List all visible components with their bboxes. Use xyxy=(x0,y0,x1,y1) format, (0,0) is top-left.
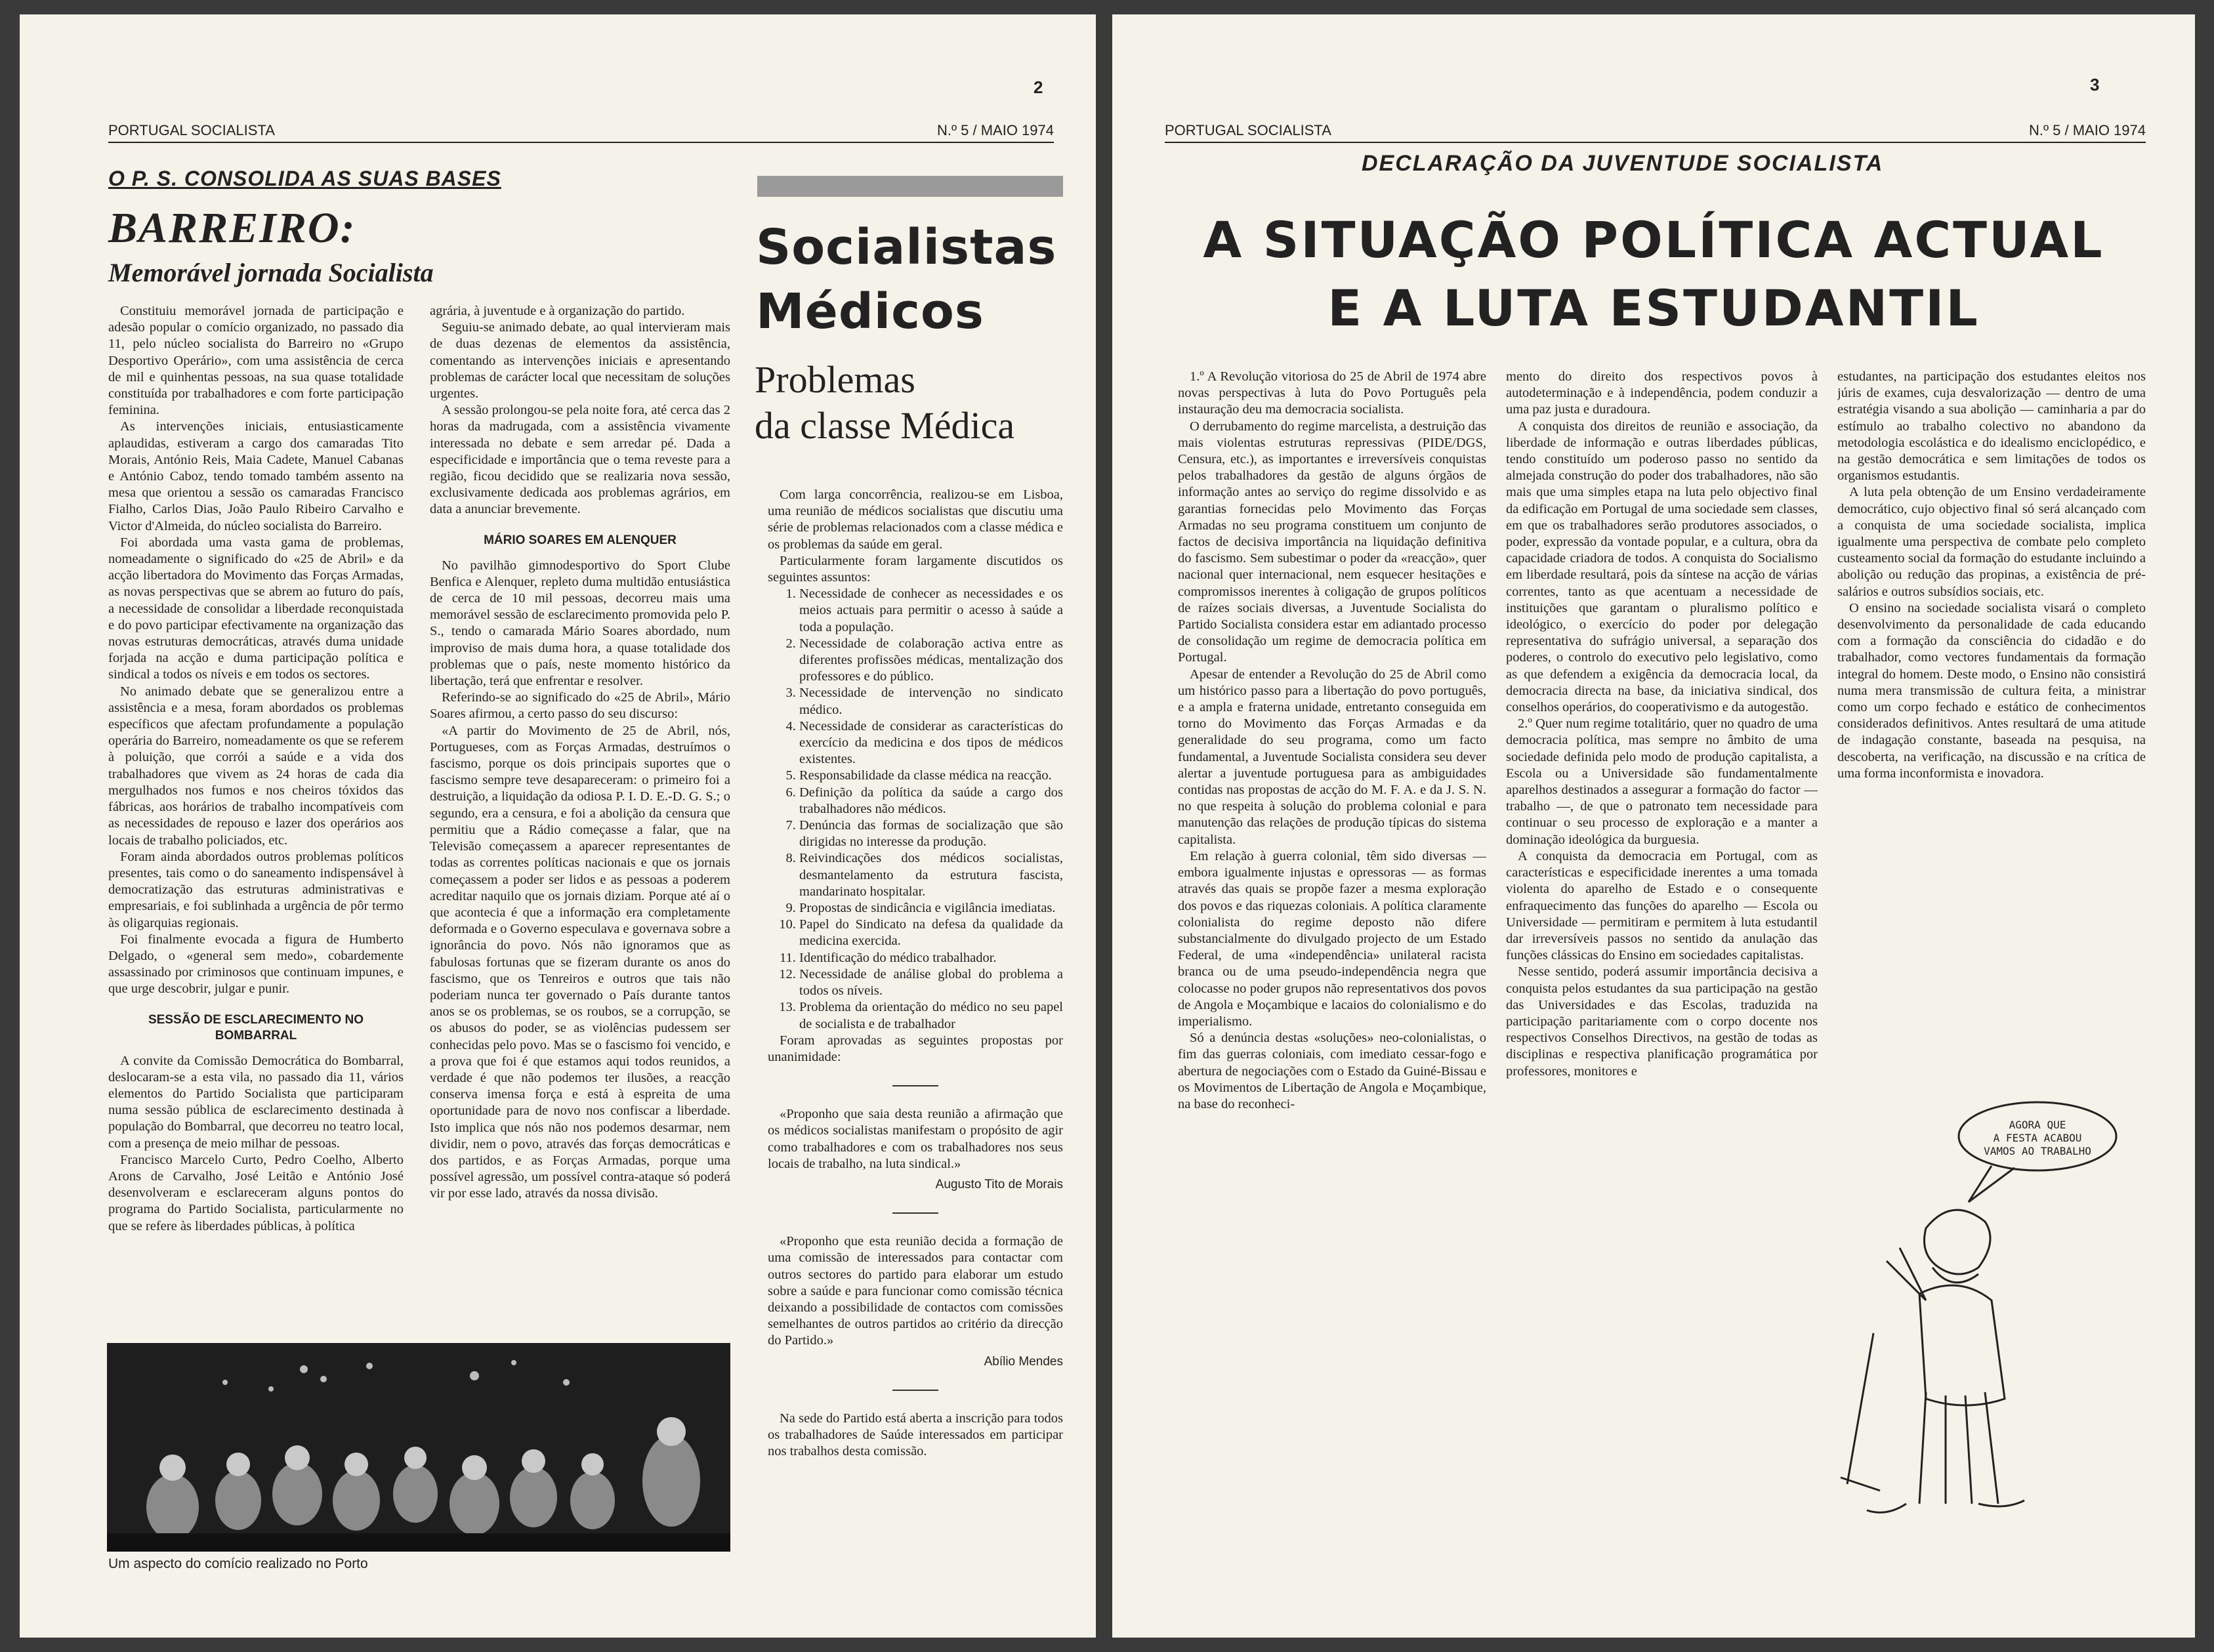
paragraph: Constituiu memorável jornada de participação e adesão popular o comício organizado, no passado dia 11, pelo núcleo socialista do Barreiro no «Grupo Desportivo Operário», com uma assistência de cerca de mil e quinhentas pessoas, na sua quase totalidade constituída por trabalhadores e com forte participação feminina. xyxy=(108,304,404,418)
page-header xyxy=(108,113,1054,143)
section-heading: MÁRIO SOARES EM ALENQUER xyxy=(484,533,677,547)
paragraph: A convite da Comissão Democrática do Bombarral, deslocaram-se a esta vila, no passado dia 11, vários elementos do Partido Socialista que participaram numa sessão pública de esclarecimento destinada à população do Bombarral, que decorreu no teatro local, com a presença de meio milhar de pessoas. xyxy=(108,1053,404,1151)
topics-list xyxy=(768,586,1063,1032)
list-item: 4. Necessidade de considerar as características do exercício da medicina e dos tipos de médicos existentes. xyxy=(799,718,1063,768)
main-title-line: A SITUAÇÃO POLÍTICA ACTUAL xyxy=(1203,211,2104,269)
paragraph: 1.º A Revolução vitoriosa do 25 de Abril de 1974 abre novas perspectivas à luta do Povo Português pela instauração deu ma democracia socialista. xyxy=(1178,369,1486,417)
paragraph: Só a denúncia destas «soluções» neo-colonialistas, o fim das guerras coloniais, com imediato cessar-fogo e abertura de negociações com o Estado da Guiné-Bissau e os Movimentos de Libertação de Angola e Moçambique, na base do reconheci- xyxy=(1178,1031,1486,1111)
list-item: 10. Papel do Sindicato na defesa da qualidade da medicina exercida. xyxy=(799,917,1063,949)
page-number: 3 xyxy=(2090,75,2100,94)
headline: BARREIRO: xyxy=(108,204,356,252)
list-item: 12. Necessidade de análise global do problema a todos os níveis. xyxy=(799,966,1063,999)
publication-name: PORTUGAL SOCIALISTA xyxy=(1165,122,1331,138)
declaration-column-1 xyxy=(1178,369,1486,1569)
list-item: 7. Denúncia das formas de socialização que são dirigidas no interesse da produção. xyxy=(799,817,1063,850)
student-cartoon xyxy=(1828,1097,2123,1543)
left-page xyxy=(20,14,1096,1638)
proposal-quote: «Proponho que saia desta reunião a afirmação que os médicos socialistas manifestam o propósito de agir como trabalhadores e com os trabalhadores nos seus locais de trabalho, na luta sindical.» xyxy=(768,1107,1063,1171)
paragraph: Foram ainda abordados outros problemas políticos presentes, tais como o do saneamento indispensável à democratização das estruturas administrativas e empresariais, e foi sublinhada a urgência de pôr termo às oligarquias regionais. xyxy=(108,849,404,930)
paragraph: No pavilhão gimnodesportivo do Sport Clube Benfica e Alenquer, repleto duma multidão entusiástica de cerca de 10 mil pessoas, decorreu mais uma memorável sessão de esclarecimento promovida pelo P. S., tendo o camarada Mário Soares abordado, num improviso de mais duma hora, a quase totalidade dos problemas que o país, neste momento histórico da libertação, terá que enfrentar e resolver. xyxy=(430,558,730,689)
list-item: 1. Necessidade de conhecer as necessidades e os meios actuais para permitir o acesso à saúde a toda a população. xyxy=(799,586,1063,636)
paragraph: O derrubamento do regime marcelista, a destruição das mais violentas estruturas repressivas (PIDE/DGS, Censura, etc.), as importantes e irreversíveis conquistas pelos trabalhadores da gestão de alguns órgãos de informação antes ao serviço do regime dissolvido e as garantias fornecidas pelo Movimento das Forças Armadas no seu programa constituem um conjunto de factos de decisiva importância na liquidação definitiva do fascismo. Sem subestimar o poder da «reacção», quer nacional quer internacional, nem esquecer hesitações e compromissos inerentes à coligação de grupos políticos de raízes sociais diversas, a Juventude Socialista do Partido Socialista considera estar em adiantado processo de consolidação um regime de democracia política em Portugal. xyxy=(1178,419,1486,665)
paragraph: Com larga concorrência, realizou-se em Lisboa, uma reunião de médicos socialistas que discutiu uma série de problemas relacionados com a classe médica e os problemas da saúde em geral. xyxy=(768,487,1063,552)
paragraph: Referindo-se ao significado do «25 de Abril», Mário Soares afirmou, a certo passo do seu discurso: xyxy=(430,690,730,722)
svg-text:A FESTA ACABOU: A FESTA ACABOU xyxy=(1993,1132,2082,1144)
paragraph: As intervenções iniciais, entusiasticamente aplaudidas, estiveram a cargo dos camaradas Tito Morais, António Reis, Maia Cadete, Manuel Cabanas e António Caboz, tendo tomado também assento na mesa que orientou a sessão os camaradas Francisco Fialho, Carlos Dias, João Paulo Ribeiro Carvalho e Victor d'Almeida, do núcleo socialista do Barreiro. xyxy=(108,419,404,533)
paragraph: No animado debate que se generalizou entre a assistência e a mesa, foram abordados os problemas específicos que afectam profundamente a população operária do Barreiro, nomeadamente os que se referem à poluição, que corrói a saúde e a vida dos trabalhadores que vivem as 24 horas de cada dia mergulhados nos fumos e nos cheiros tóxidos das fábricas, aos horários de trabalho incompatíveis com as necessidades de repouso e lazer dos operários aos locais de trabalho policiados, etc. xyxy=(108,684,404,848)
article-column-1 xyxy=(108,303,404,1336)
paragraph: «A partir do Movimento de 25 de Abril, nós, Portugueses, com as Forças Armadas, destruímos o fascismo, porque os dois principais suportes que o fascismo sempre teve desapareceram: o primeiro foi a destruição, a liquidação da odiosa P. I. D. E.-D. G. S.; o segundo, era a censura, e foi a abolição da censura que permitiu que a Rádio começasse a falar, que na Televisão começassem a aparecer representantes de todas as correntes políticas nacionais e que os jornais começassem a poder ser lidos e as pessoas a poderem acreditar naquilo que os jornais diziam. Porque até aí o que acontecia é que a informação era completamente deformada e o Governo especulava e governava sobre a ignorância do povo. Nós não ignoramos que as fabulosas fortunas que se fizeram durante os anos do fascismo, que os Tenreiros e outros que tais não poderiam nunca ter governado o País durante tantos anos se os problemas, se os roubos, se a corrupção, se os abusos do poder, se as violências pudessem ser conhecidas pelo povo. Mas se o fascismo foi vencido, e a prova que foi é que estamos aqui todos reunidos, a verdade é que não podemos ter ilusões, a reacção conserva imensa força e está à espreita de uma oportunidade para de novo nos confiscar a liberdade. Isto implica que nós não nos podemos desarmar, nem dividir, nem o povo, através das forças democráticas e dos partidos, e as Forças Armadas, porque uma possível agressão, um possível contra-ataque só poderá vir por esse lado, através da nossa divisão. xyxy=(430,723,730,1201)
paragraph: Seguiu-se animado debate, ao qual intervieram mais de duas dezenas de elementos da assistência, comentando as intervenções iniciais e apresentando problemas de carácter local que necessitam de soluções urgentes. xyxy=(430,320,730,402)
list-item: 2. Necessidade de colaboração activa entre as diferentes profissões médicas, mentalização dos professores e do público. xyxy=(799,636,1063,686)
list-item: 8. Reivindicações dos médicos socialistas, desmantelamento da estrutura fascista, mandarinato hospitalar. xyxy=(799,850,1063,900)
paragraph: Particularmente foram largamente discutidos os seguintes assuntos: xyxy=(768,553,1063,585)
list-item: 13. Problema da orientação do médico no seu papel de socialista e de trabalhador xyxy=(799,999,1063,1032)
article-title-line: Médicos xyxy=(756,283,984,340)
section-kicker: O P. S. CONSOLIDA AS SUAS BASES xyxy=(108,167,501,190)
article-title xyxy=(756,215,1056,344)
gray-banner-bar xyxy=(757,176,1063,197)
cartoon-drawing xyxy=(1828,1097,2123,1543)
paragraph: Foi abordada uma vasta gama de problemas, nomeadamente o significado do «25 de Abril» e da acção libertadora do Movimento das Forças Armadas, as novas perspectivas que se abrem ao futuro do país, a necessidade de consolidar a liberdade reconquistada e do povo participar efectivamente na organização das novas estruturas democráticas, através duma unidade forjada na acção e duma participação política e sindical a todos os níveis e em todos os sectores. xyxy=(108,535,404,682)
page-header xyxy=(1165,113,2146,143)
main-title-line: E A LUTA ESTUDANTIL xyxy=(1327,279,1980,337)
paragraph: mento do direito dos respectivos povos à autodeterminação e à independência, podem conduzir a uma paz justa e duradoura. xyxy=(1506,369,1818,417)
declaration-column-2 xyxy=(1506,369,1818,1569)
list-item: 11. Identificação do médico trabalhador. xyxy=(799,950,1063,966)
article-column-2 xyxy=(430,303,730,1336)
publication-name: PORTUGAL SOCIALISTA xyxy=(108,122,275,138)
svg-text:VAMOS AO TRABALHO: VAMOS AO TRABALHO xyxy=(1984,1145,2091,1157)
section-kicker: DECLARAÇÃO DA JUVENTUDE SOCIALISTA xyxy=(1362,151,1884,176)
photo-caption: Um aspecto do comício realizado no Porto xyxy=(108,1556,368,1571)
svg-text:AGORA QUE: AGORA QUE xyxy=(2009,1119,2066,1131)
paragraph: Na sede do Partido está aberta a inscrição para todos os trabalhadores de Saúde interessados em participar nos trabalhos desta comissão. xyxy=(768,1411,1063,1459)
proposal-quote: «Proponho que esta reunião decida a formação de uma comissão de interessados para contactar com outros sectores do partido para elaborar um estudo sobre a saúde e para funcionar como comissão técnica deixando a possibilidade de contactos com comissões semelhantes de outros partidos ao critério da direcção do Partido.» xyxy=(768,1234,1063,1348)
paragraph: A sessão prolongou-se pela noite fora, até cerca das 2 horas da madrugada, com a assistência vivamente interessada no debate e sem arredar pé. Dada a especificidade e importância que o tema reveste para a região, ficou decidido que se realizaria nova sessão, exclusivamente dedicada aos problemas agrários, em data a anunciar brevemente. xyxy=(430,403,730,517)
paragraph: Apesar de entender a Revolução do 25 de Abril como um histórico passo para a libertação do povo português, e a ampla e fraterna unidade, entretanto conseguida em torno do Movimento das Forças Armadas e da generalidade do seu programa, como um facto fundamental, a Juventude Socialista considera seu dever alertar a juventude portuguesa para as ambiguidades contidas nas propostas de acção do M. F. A. e da J. S. N. no que respeita à solução do problema colonial e para manutenção das relações de produção típicas do sistema capitalista. xyxy=(1178,667,1486,847)
subheadline: Memorável jornada Socialista xyxy=(108,258,434,287)
article-subtitle-line: da classe Médica xyxy=(755,404,1015,447)
paragraph: Foi finalmente evocada a figura de Humberto Delgado, o «general sem medo», cobardemente assassinado por criminosos que continuam impunes, e que urge descobrir, julgar e punir. xyxy=(108,932,404,997)
quote-author: Abílio Mendes xyxy=(984,1354,1063,1369)
paragraph: A conquista da democracia em Portugal, com as características e especificidade inerentes a uma tomada violenta do aparelho de Estado e o consequente enfraquecimento das funções do aparelho — Escola ou Universidade — permitiram e permitem à luta estudantil dar irreversíveis passos no sentido da anulação das funções clássicas do Ensino em sociedades capitalistas. xyxy=(1506,848,1818,963)
paragraph: Em relação à guerra colonial, têm sido diversas — embora igualmente injustas e opressoras — as formas através das quais se propõe fazer a mesma exploração dos povos e das riquezas coloniais. A política claramente colonialista do regime deposto não difere substancialmente do divulgado projecto de um Estado Federal, de uma «independência» unilateral racista branca ou de uma pseudo-independência negra que colocasse no poder grupos não representativos dos povos de Angola e Moçambique e lacaios do colonialismo e do imperialismo. xyxy=(1178,848,1486,1029)
list-item: 3. Necessidade de intervenção no sindicato médico. xyxy=(799,685,1063,718)
main-title xyxy=(1112,206,2195,342)
page-number: 2 xyxy=(1034,77,1043,97)
paragraph: A luta pela obtenção de um Ensino verdadeiramente democrático, cujo objectivo final só será alcançado com a conquista de uma sociedade socialista, implica igualmente uma perspectiva de combate pelo completo custeamento social da formação do estudante incluindo a abolição ou redução das propinas, a existência de pré-salários e outros subsídios sociais, etc. xyxy=(1837,485,2146,599)
section-heading: SESSÃO DE ESCLARECIMENTO NO BOMBARRAL xyxy=(148,1012,364,1043)
list-item: 9. Propostas de sindicância e vigilância imediatas. xyxy=(799,900,1063,917)
right-page xyxy=(1112,14,2195,1638)
paragraph: 2.º Quer num regime totalitário, quer no quadro de uma democracia política, mas sempre no âmbito de uma sociedade definida pelo modo de produção capitalista, a Escola ou a Universidade são fundamentalmente aparelhos destinados a assegurar a formação do factor — trabalho —, de que o patronato tem necessidade para continuar o seu processo de exploração e a manter a dominação ideológica da burguesia. xyxy=(1506,716,1818,847)
issue-date: N.º 5 / MAIO 1974 xyxy=(937,122,1054,138)
issue-date: N.º 5 / MAIO 1974 xyxy=(2029,122,2146,138)
article-title-line: Socialistas xyxy=(756,219,1057,276)
article-column-3 xyxy=(768,487,1063,1576)
paragraph: Nesse sentido, poderá assumir importância decisiva a conquista pelos estudantes da sua participação na gestão das Universidades e das Escolas, traduzida na participação paritariamente com o corpo docente nos respectivos Conselhos Directivos, na gestão de todas as disciplinas e respectiva planificação programática por professores, monitores e xyxy=(1506,964,1818,1079)
rally-photo xyxy=(107,1343,730,1552)
article-subtitle-line: Problemas xyxy=(755,358,915,401)
paragraph: estudantes, na participação dos estudantes eleitos nos júris de exames, cuja desvalorização — dentro de uma estratégia visando a sua abolição — caminharia a par do estímulo ao trabalho colectivo no abandono da metodologia escolástica e do idealismo enciclopédico, e na gestão democrática e sem limitações de todos os organismos estudantis. xyxy=(1837,369,2146,484)
paragraph: Foram aprovadas as seguintes propostas por unanimidade: xyxy=(768,1033,1063,1064)
declaration-column-3 xyxy=(1837,369,2146,1084)
divider xyxy=(892,1085,938,1086)
list-item: 5. Responsabilidade da classe médica na reacção. xyxy=(799,768,1063,784)
paragraph: agrária, à juventude e à organização do partido. xyxy=(430,304,685,318)
divider xyxy=(892,1390,938,1391)
article-subtitle xyxy=(755,357,1014,449)
paragraph: Francisco Marcelo Curto, Pedro Coelho, Alberto Arons de Carvalho, José Leitão e António José desenvolveram e esclareceram alguns pontos do programa do Partido Socialista, particularmente no que se refere às liberdades públicas, à política xyxy=(108,1152,404,1233)
divider xyxy=(892,1212,938,1214)
quote-author: Augusto Tito de Morais xyxy=(935,1177,1063,1191)
paragraph: A conquista dos direitos de reunião e associação, da liberdade de informação e outras liberdades públicas, tendo constituído um poderoso passo no sentido da almejada construção do poder dos trabalhadores, não são mais que uma simples etapa na luta pelo objectivo final da edificação em Portugal de uma sociedade sem classes, em que os trabalhadores serão produtores associados, o poder, expressão da vontade popular, e a cultura, obra da capacidade criadora de todos. A conquista do Socialismo em liberdade resultará, pois da síntese na acção de várias correntes, tanto as que acentuam a necessidade de instituições que garantam o pluralismo político e ideológico, o exercício do poder por delegação representativa do sufrágio universal, a separação dos poderes, o controlo do executivo pelo legislativo, como as que defendem a exigência da democracia local, da democracia directa na base, da iniciativa sindical, dos conselhos operários, do cooperativismo e da autogestão. xyxy=(1506,419,1818,715)
crowd-image xyxy=(107,1343,730,1552)
list-item: 6. Definição da política da saúde a cargo dos trabalhadores não médicos. xyxy=(799,785,1063,817)
paragraph: O ensino na sociedade socialista visará o completo desenvolvimento da personalidade de cada educando com a formação da consciência do cidadão e do trabalhador, como vectores fundamentais da formação integral do homem. Deste modo, o Ensino não consistirá numa mera transmissão de cultura feita, a ministrar como um corpo fechado e estático de conhecimentos considerados definitivos. Antes resultará de uma atitude de indagação constante, baseada na pesquisa, na descoberta, na verificação, na discussão e na crítica de uma forma inconformista e inovadora. xyxy=(1837,600,2146,781)
